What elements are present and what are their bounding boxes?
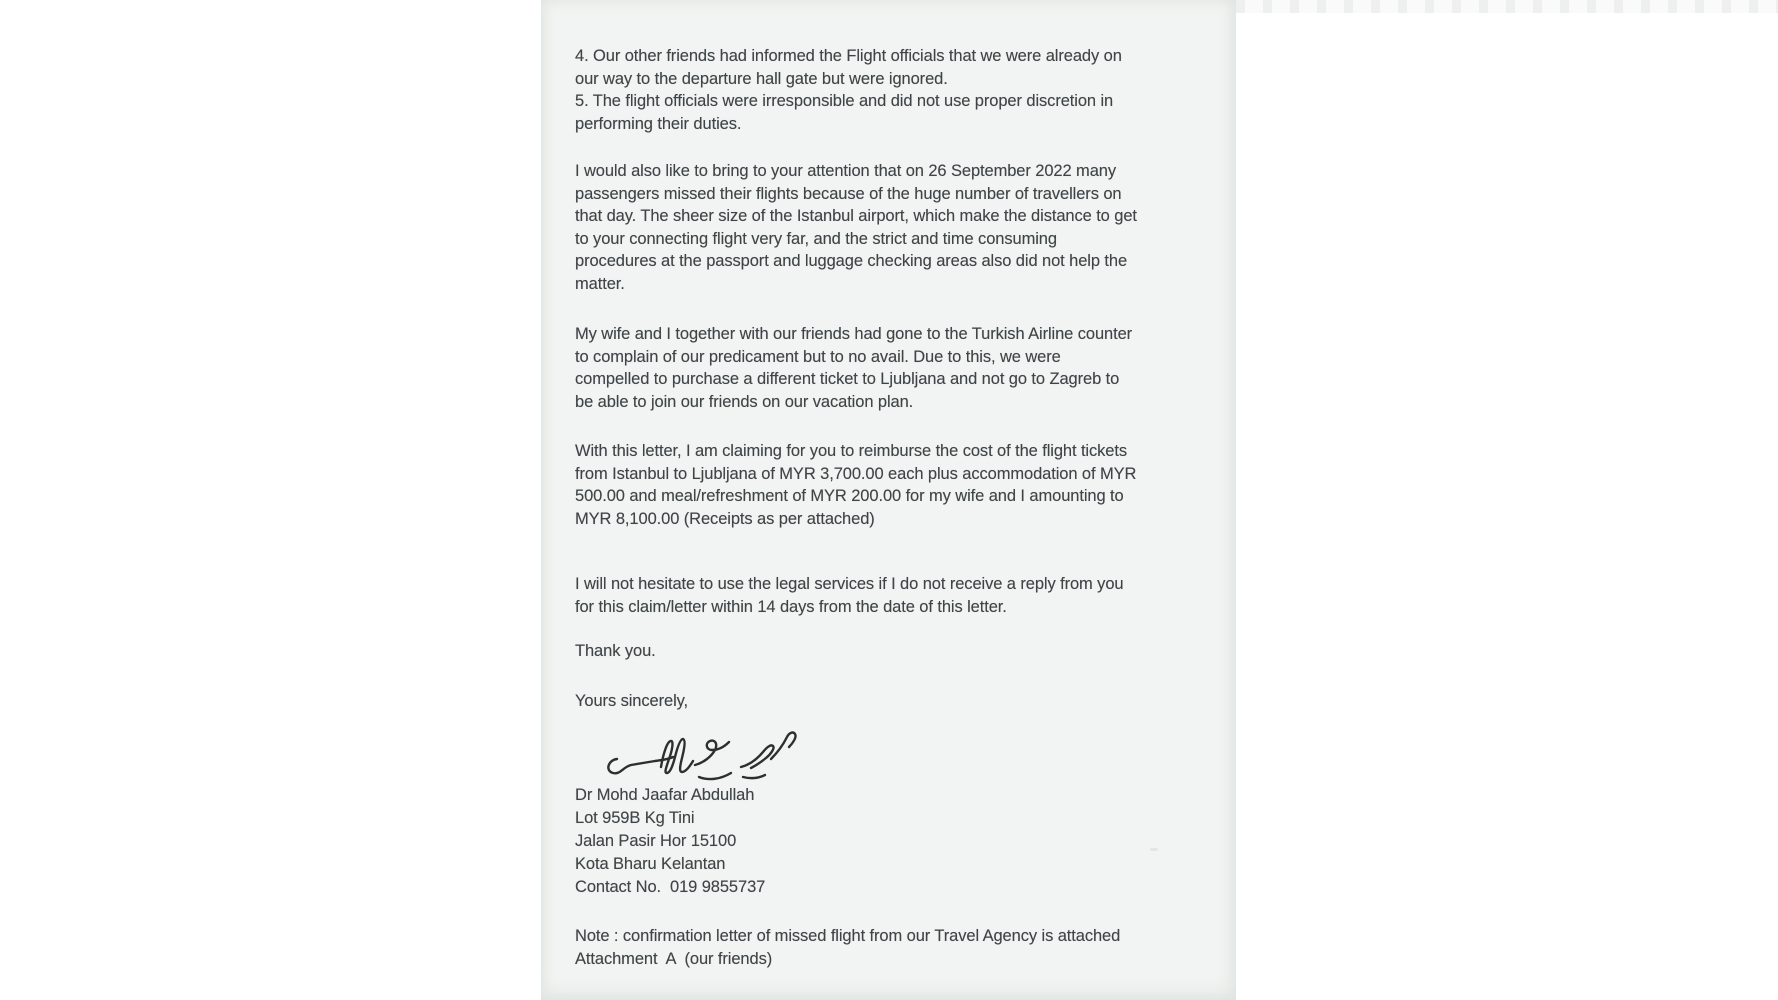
letter-line: for this claim/letter within 14 days from the date of this letter. [575,597,1007,616]
note-block [575,925,1215,971]
closing-line: Yours sincerely, [575,692,689,710]
letter-line: 500.00 and meal/refreshment of MYR 200.00 for my wife and I amounting to [575,487,1124,505]
letter-line: to your connecting flight very far, and the strict and time consuming [575,229,1057,248]
paragraph-legal-warning [575,573,1215,618]
handwritten-signature-icon [603,725,803,783]
sender-address-line: Lot 959B Kg Tini [575,809,695,827]
letter-line: be able to join our friends on our vacation plan. [575,392,914,411]
letter-line: that day. The sheer size of the Istanbul airport, which make the distance to get [575,207,1137,225]
sender-address-line: Kota Bharu Kelantan [575,855,726,873]
scan-edge-artifact [1236,0,1778,13]
letter-line: I would also like to bring to your attention that on 26 September 2022 many [575,162,1117,180]
signature-block [603,725,1215,785]
sender-name: Dr Mohd Jaafar Abdullah [575,786,755,804]
letter-line: from Istanbul to Ljubljana of MYR 3,700.00 each plus accommodation of MYR [575,464,1137,483]
letter-line: I will not hesitate to use the legal services if I do not receive a reply from you [575,575,1124,593]
letter-line: passengers missed their flights because of the huge number of travellers on [575,184,1122,203]
note-line: Note : confirmation letter of missed flight from our Travel Agency is attached [575,927,1121,945]
letter-line: My wife and I together with our friends had gone to the Turkish Airline counter [575,325,1133,343]
letter-line: procedures at the passport and luggage checking areas also did not help the [575,252,1128,270]
letter-line: 5. The flight officials were irresponsible and did not use proper discretion in [575,92,1114,110]
paragraph-ticket-purchase [575,323,1215,413]
letter-line: our way to the departure hall gate but were ignored. [575,69,948,88]
sender-contact: Contact No. 019 9855737 [575,878,766,896]
letter-body [575,45,1215,971]
sender-address-line: Jalan Pasir Hor 15100 [575,832,737,850]
letter-line: With this letter, I am claiming for you to reimburse the cost of the flight tickets [575,442,1128,460]
letter-line: to complain of our predicament but to no avail. Due to this, we were [575,347,1061,366]
paragraph-complaint-points [575,45,1215,135]
sender-block [575,784,1215,899]
paragraph-claim-amounts [575,440,1215,530]
letter-line: performing their duties. [575,114,742,133]
note-line: Attachment A (our friends) [575,950,773,968]
letter-line: MYR 8,100.00 (Receipts as per attached) [575,509,875,528]
thank-you-line: Thank you. [575,642,656,660]
letter-line: 4. Our other friends had informed the Flight officials that we were already on [575,47,1122,65]
letter-page [541,0,1236,1000]
paragraph-airport-context [575,160,1215,295]
letter-line: matter. [575,274,625,293]
letter-line: compelled to purchase a different ticket to Ljubljana and not go to Zagreb to [575,370,1120,388]
